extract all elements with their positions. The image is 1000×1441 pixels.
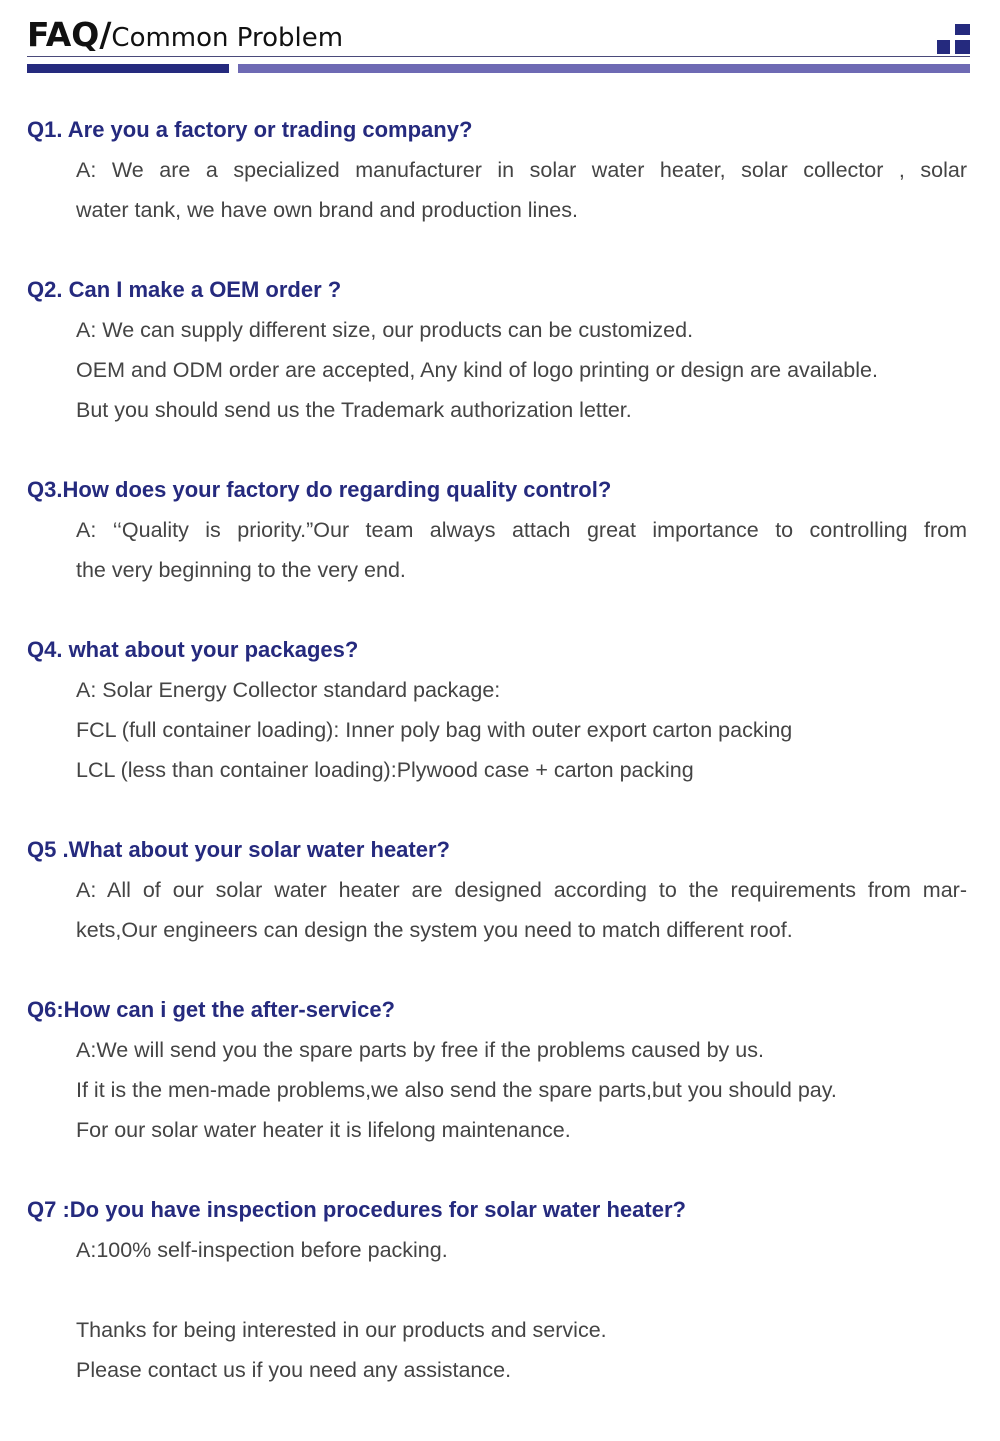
faq-item-5 [0,830,1000,950]
answer-line: water tank, we have own brand and production lines. [76,198,578,222]
answer-line: A:100% self-inspection before packing. [76,1238,448,1262]
faq-list [0,110,1000,1390]
answer-line: A: ‘‘Quality is priority.”Our team always attach great importance to controlling from [76,518,967,542]
faq-item-6 [0,990,1000,1150]
answer-line: kets,Our engineers can design the system you need to match different roof. [76,918,793,942]
header-divider-line [27,56,970,57]
answer-line: If it is the men-made problems,we also send the spare parts,but you should pay. [76,1078,837,1102]
answer-line: A: Solar Energy Collector standard package: [76,678,501,702]
page-header [0,0,1000,80]
faq-question: Q4. what about your packages? [27,637,359,662]
faq-answer [76,870,967,950]
answer-line: But you should send us the Trademark authorization letter. [76,398,632,422]
answer-line: A: We are a specialized manufacturer in solar water heater, solar collector , solar [76,158,967,182]
header-accent-bar-light [238,64,970,73]
answer-line: A: All of our solar water heater are designed according to the requirements from mar- [76,878,967,902]
faq-item-4 [0,630,1000,790]
title-faq: FAQ [27,15,100,54]
answer-line: A: We can supply different size, our products can be customized. [76,318,694,342]
answer-line: OEM and ODM order are accepted, Any kind of logo printing or design are available. [76,358,878,382]
answer-line: A:We will send you the spare parts by free if the problems caused by us. [76,1038,764,1062]
faq-answer [76,150,967,230]
faq-question: Q5 .What about your solar water heater? [27,837,450,862]
answer-line: For our solar water heater it is lifelong maintenance. [76,1118,571,1142]
closing-message [76,1310,1000,1390]
title-subtitle: Common Problem [111,23,344,53]
closing-line-contact: Please contact us if you need any assistance. [76,1358,512,1382]
closing-line-thanks: Thanks for being interested in our products and service. [76,1318,607,1342]
faq-item-3 [0,470,1000,590]
faq-answer [76,1230,967,1270]
faq-question: Q2. Can I make a OEM order ? [27,277,342,302]
answer-line: the very beginning to the very end. [76,558,406,582]
faq-question: Q6:How can i get the after-service? [27,997,395,1022]
faq-answer [76,510,967,590]
faq-answer [76,670,967,790]
answer-line: FCL (full container loading): Inner poly bag with outer export carton packing [76,718,793,742]
title-slash: / [99,15,112,54]
faq-question: Q1. Are you a factory or trading company? [27,117,473,142]
faq-answer [76,1030,967,1150]
page-title [27,15,343,58]
stacked-squares-icon [937,24,970,54]
header-accent-bar-dark [27,64,229,73]
faq-item-1 [0,110,1000,230]
faq-question: Q7 :Do you have inspection procedures for solar water heater? [27,1197,686,1222]
answer-line: LCL (less than container loading):Plywood case + carton packing [76,758,694,782]
faq-answer [76,310,967,430]
faq-item-2 [0,270,1000,430]
faq-question: Q3.How does your factory do regarding quality control? [27,477,612,502]
faq-item-7 [0,1190,1000,1270]
